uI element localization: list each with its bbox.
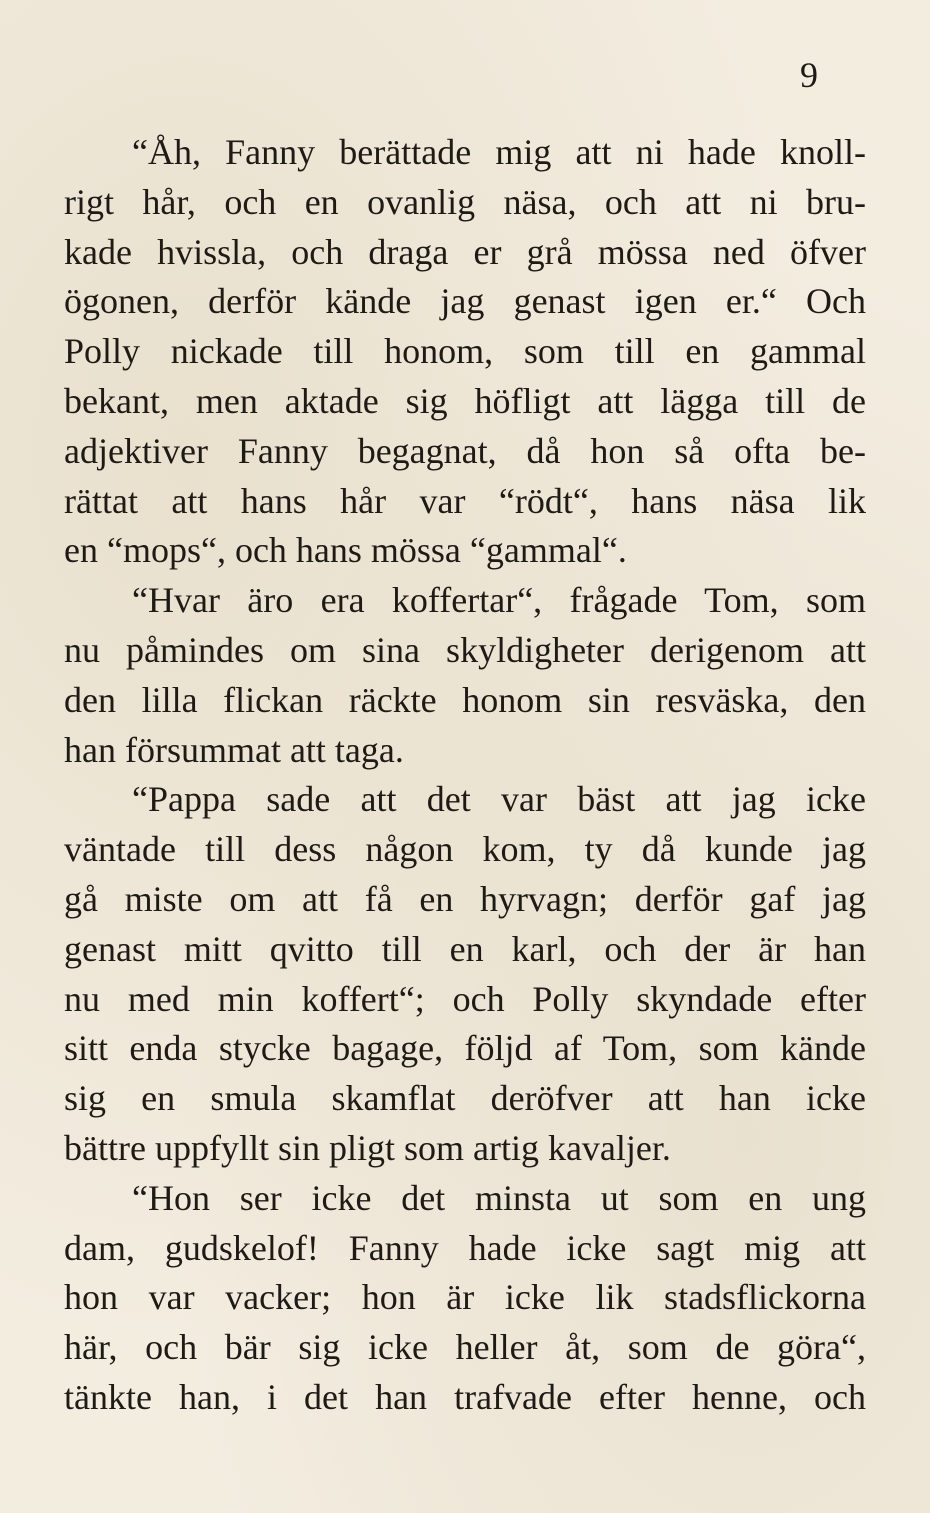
text-line: bekant, men aktade sig höfligt att lägga till de: [64, 380, 866, 421]
text-line: hon var vacker; hon är icke lik stadsflickorna: [64, 1277, 866, 1318]
text-line: här, och bär sig icke heller åt, som de göra“,: [64, 1327, 866, 1368]
text-line: “Hon ser icke det minsta ut som en ung: [132, 1177, 866, 1218]
text-line: “Hvar äro era koffertar“, frågade Tom, som: [132, 580, 866, 621]
page-number: 9: [800, 55, 818, 95]
text-line: “Pappa sade att det var bäst att jag icke: [132, 779, 866, 820]
text-line: rigt hår, och en ovanlig näsa, och att ni bru-: [64, 181, 866, 222]
text-line: adjektiver Fanny begagnat, då hon så ofta be-: [64, 430, 866, 471]
text-line: väntade till dess någon kom, ty då kunde jag: [64, 829, 866, 870]
text-line: nu påmindes om sina skyldigheter derigenom att: [64, 629, 866, 670]
text-line: Polly nickade till honom, som till en gammal: [64, 331, 866, 372]
text-line: rättat att hans hår var “rödt“, hans näsa lik: [64, 480, 866, 521]
body-text: [64, 128, 866, 1423]
text-line: bättre uppfyllt sin pligt som artig kavaljer.: [64, 1127, 671, 1168]
text-line: dam, gudskelof! Fanny hade icke sagt mig att: [64, 1227, 866, 1268]
text-line: “Åh, Fanny berättade mig att ni hade knoll-: [132, 132, 866, 172]
text-line: den lilla flickan räckte honom sin resväska, den: [64, 679, 866, 720]
text-line: gå miste om att få en hyrvagn; derför gaf jag: [64, 878, 866, 919]
text-line: tänkte han, i det han trafvade efter henne, och: [64, 1376, 866, 1417]
text-line: en “mops“, och hans mössa “gammal“.: [64, 530, 627, 571]
text-line: han försummat att taga.: [64, 729, 404, 770]
text-line: nu med min koffert“; och Polly skyndade efter: [64, 978, 866, 1019]
text-line: kade hvissla, och draga er grå mössa ned öfver: [64, 231, 866, 272]
text-line: sitt enda stycke bagage, följd af Tom, som kände: [64, 1028, 866, 1069]
text-line: genast mitt qvitto till en karl, och der är han: [64, 928, 866, 969]
text-line: sig en smula skamflat deröfver att han icke: [64, 1078, 866, 1119]
text-line: ögonen, derför kände jag genast igen er.“ Och: [64, 281, 866, 322]
